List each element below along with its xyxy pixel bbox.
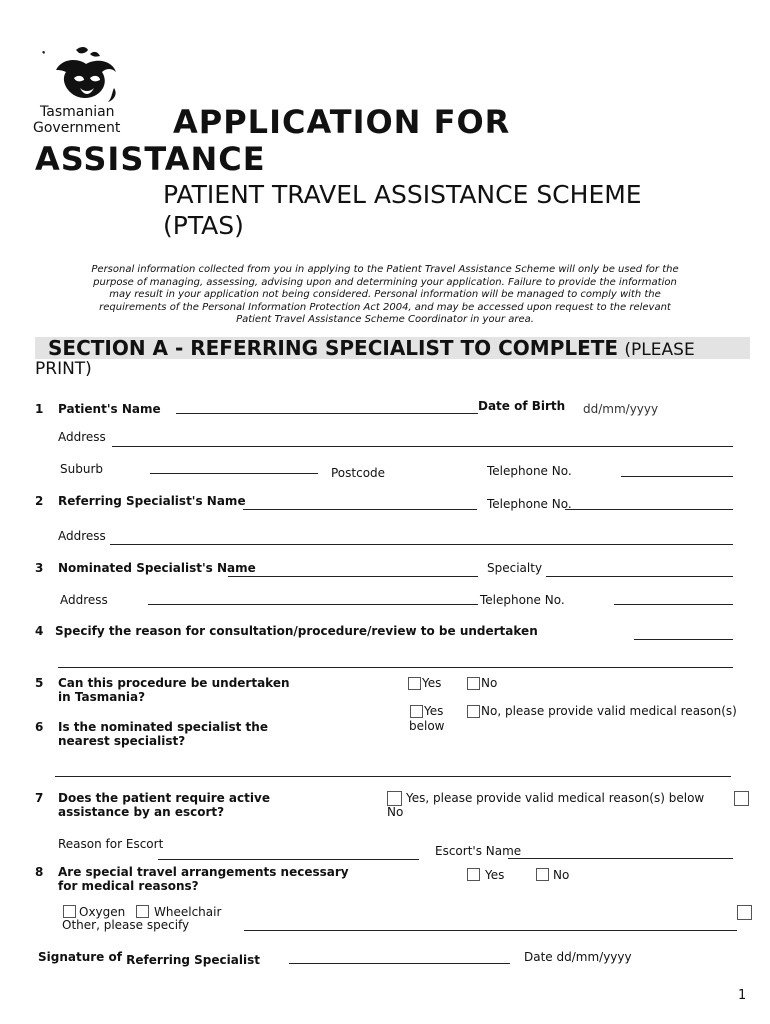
q6-yes-label: Yes [424,704,444,718]
referring-specialist-telephone-label: Telephone No. [487,497,572,511]
consultation-reason-field[interactable] [634,639,733,640]
q7-number: 7 [35,791,44,805]
q7-no-checkbox[interactable] [734,791,749,806]
q6-yes-below-label: below [409,719,445,733]
escort-name-label: Escort's Name [435,844,522,858]
signature-label [38,950,260,967]
nominated-specialist-name-label: Nominated Specialist's Name [58,561,256,575]
q8-no-label: No [553,868,570,882]
q8-no-checkbox[interactable] [536,868,549,881]
nominated-specialist-telephone-label: Telephone No. [480,593,565,607]
q5-yes-label: Yes [422,676,442,690]
patient-telephone-label: Telephone No. [487,464,572,478]
nominated-specialist-address-field[interactable] [148,604,478,605]
privacy-line: purpose of managing, assessing, advising upon and determining your application. Failure to provide the information [93,276,677,288]
q6-yes-checkbox[interactable] [410,705,423,718]
tasmanian-government-logo [30,44,140,139]
oxygen-label: Oxygen [79,905,126,919]
dob-label: Date of Birth [478,399,566,413]
q5-yes-checkbox[interactable] [408,677,421,690]
wheelchair-checkbox[interactable] [136,905,149,918]
wheelchair-label: Wheelchair [154,905,222,919]
signature-label-part1: Signature of [38,950,122,964]
escort-reason-field[interactable] [158,859,419,860]
logo-text-tasmanian: Tasmanian [40,104,115,120]
section-a-print-note-cont: PRINT) [35,359,92,379]
specialty-field[interactable] [546,576,733,577]
signature-label-part2: Referring Specialist [126,953,260,967]
q7-no-label: No [387,805,404,819]
other-checkbox[interactable] [737,905,752,920]
consultation-reason-field-line2[interactable] [58,667,733,668]
q8-question-line1: Are special travel arrangements necessary [58,865,349,879]
q5-no-checkbox[interactable] [467,677,480,690]
other-label: Other, please specify [62,918,190,932]
q5-number: 5 [35,676,44,690]
nominated-specialist-name-field[interactable] [228,576,478,577]
privacy-line: may result in your application not being considered. Personal information will be managed to comply with the [109,289,661,301]
section-a-title-text: SECTION A - REFERRING SPECIALIST TO COMPLETE [48,336,619,360]
page-subtitle-line1: PATIENT TRAVEL ASSISTANCE SCHEME [163,180,642,209]
q6-reason-field[interactable] [55,776,731,777]
page-title-line2: ASSISTANCE [35,140,266,178]
escort-reason-label: Reason for Escort [58,837,164,851]
q5-question-line1: Can this procedure be undertaken [58,676,290,690]
patient-name-label: Patient's Name [58,402,161,416]
referring-specialist-address-field[interactable] [110,544,733,545]
q8-number: 8 [35,865,44,879]
specialty-label: Specialty [487,561,543,575]
referring-specialist-address-label: Address [58,529,106,543]
patient-postcode-label: Postcode [331,466,386,480]
q6-no-checkbox[interactable] [467,705,480,718]
q5-question-line2: in Tasmania? [58,690,146,704]
referring-specialist-telephone-field[interactable] [565,509,733,510]
page-subtitle-line2: (PTAS) [163,211,244,240]
q4-number: 4 [35,624,44,638]
referring-specialist-name-label: Referring Specialist's Name [58,494,246,508]
q5-no-label: No [481,676,498,690]
q7-question-line1: Does the patient require active [58,791,270,805]
q8-yes-checkbox[interactable] [467,868,480,881]
signature-date-label: Date dd/mm/yyyy [524,950,632,964]
privacy-line: Patient Travel Assistance Scheme Coordinator in your area. [236,314,534,326]
consultation-reason-label: Specify the reason for consultation/procedure/review to be undertaken [55,624,538,638]
privacy-notice [20,264,750,327]
patient-address-label: Address [58,430,106,444]
q7-question-line2: assistance by an escort? [58,805,225,819]
escort-name-field[interactable] [508,858,733,859]
signature-field[interactable] [289,963,510,964]
q6-question-line2: nearest specialist? [58,734,186,748]
q6-number: 6 [35,720,44,734]
patient-suburb-field[interactable] [150,473,318,474]
privacy-line: requirements of the Personal Information Protection Act 2004, and may be accessed upon request to the relevant [99,301,671,313]
q8-question-line2: for medical reasons? [58,879,199,893]
q1-number: 1 [35,402,44,416]
page-title-line1: APPLICATION FOR [173,103,511,141]
patient-suburb-label: Suburb [60,462,103,476]
q6-no-label: No, please provide valid medical reason(s) [481,704,737,718]
q3-number: 3 [35,561,44,575]
section-a-title [48,336,695,360]
referring-specialist-name-field[interactable] [243,509,477,510]
section-a-print-note: (PLEASE [624,340,695,360]
page-number: 1 [738,988,747,1003]
nominated-specialist-address-label: Address [60,593,108,607]
logo-text-government: Government [33,120,121,136]
q8-yes-label: Yes [485,868,505,882]
oxygen-checkbox[interactable] [63,905,76,918]
q7-yes-checkbox[interactable] [387,791,402,806]
privacy-line: Personal information collected from you in applying to the Patient Travel Assistance Scheme will only be used for the [91,264,679,275]
q7-yes-label: Yes, please provide valid medical reason(s) below [406,791,705,805]
q6-question-line1: Is the nominated specialist the [58,720,268,734]
q2-number: 2 [35,494,44,508]
patient-address-field[interactable] [112,446,733,447]
dob-field[interactable]: dd/mm/yyyy [583,402,659,416]
patient-telephone-field[interactable] [621,476,733,477]
tasmanian-devil-logo-icon [30,44,140,106]
other-specify-field[interactable] [244,930,737,931]
nominated-specialist-telephone-field[interactable] [614,604,733,605]
patient-name-field[interactable] [176,413,478,414]
